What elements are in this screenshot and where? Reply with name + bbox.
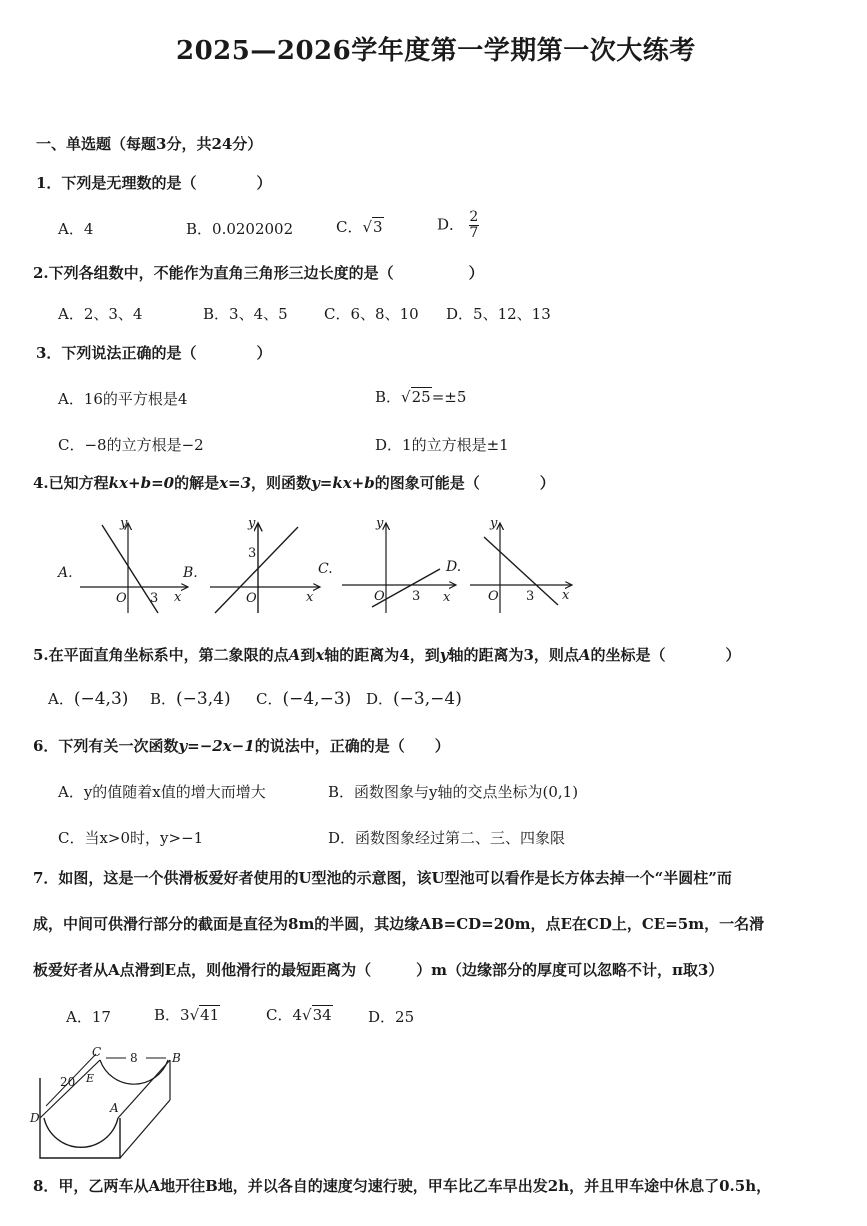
q2-option-d: D．5、12、13 [446, 305, 551, 323]
q5-var-y: y [439, 646, 449, 664]
q3-option-b-label: B． [375, 388, 402, 406]
q5-option-b [150, 688, 231, 709]
q3-option-b-rest: =±5 [431, 388, 467, 406]
fig-length-8: 8 [130, 1051, 138, 1065]
graph-b-x-label: x [306, 590, 314, 605]
q5-stem-part: 轴的距离为3，则点 [448, 646, 579, 664]
q5-stem-part: 轴的距离为4，到 [324, 646, 440, 664]
fig-label-d: D [30, 1111, 40, 1125]
q7-option-b-label: B． [154, 1006, 181, 1024]
graph-a-y-label: y [120, 516, 128, 531]
q6-stem-part: 6．下列有关一次函数 [33, 737, 179, 755]
q2-option-b: B．3、4、5 [203, 305, 288, 323]
exam-title: 2025—2026学年度第一学期第一次大练考 [176, 36, 696, 66]
question-8-stem: 8．甲，乙两车从A地开往B地，并以各自的速度匀速行驶，甲车比乙车早出发2h，并且甲车途中休息了0.5h， [33, 1177, 772, 1195]
question-7-line-2: 成，中间可供滑行部分的截面是直径为8m的半圆，其边缘AB=CD=20m，点E在CD上，CE=5m，一名滑 [33, 915, 765, 933]
q3-option-b-radicand: 25 [411, 388, 431, 406]
graph-option-d [445, 516, 572, 613]
q4-equation-1: kx+b=0 [108, 474, 175, 492]
q4-stem-part: ，则函数 [251, 474, 312, 492]
graph-a-origin: O [116, 591, 127, 606]
q2-option-c: C．6、8、10 [324, 305, 419, 323]
q3-option-d: D．1的立方根是±1 [375, 436, 509, 454]
fig-label-e: E [86, 1072, 95, 1085]
q1-option-a: A．4 [58, 220, 94, 238]
question-7-line-1: 7．如图，这是一个供滑板爱好者使用的U型池的示意图，该U型池可以看作是长方体去掉一个“半圆柱”而 [33, 869, 732, 887]
q6-option-c: C．当x>0时，y>−1 [58, 829, 204, 847]
fig-label-a: A [110, 1101, 119, 1115]
q4-stem-part: 的解是 [174, 474, 220, 492]
q4-equation-2: x=3 [219, 474, 252, 492]
q5-point: A [288, 646, 301, 664]
q6-option-a: A．y的值随着x值的增大而增大 [58, 783, 266, 801]
q4-graphs [0, 505, 867, 620]
q5-point: A [578, 646, 591, 664]
q5-var-x: x [315, 646, 325, 664]
question-6-stem [33, 735, 450, 756]
q5-option-c-value: (−4,−3) [282, 689, 352, 709]
q5-option-a [48, 688, 128, 709]
fig-length-20: 20 [60, 1075, 76, 1089]
graph-d-y-label: y [490, 516, 498, 531]
q5-stem-part: 到 [300, 646, 316, 664]
graph-d-tick: 3 [526, 589, 535, 604]
q2-option-a: A．2、3、4 [58, 305, 143, 323]
q5-option-d-label: D． [366, 690, 394, 708]
q7-u-pool-figure [0, 1040, 200, 1160]
q5-option-a-value: (−4,3) [73, 689, 129, 709]
q5-stem-part: 5.在平面直角坐标系中，第二象限的点 [33, 646, 289, 664]
q1-option-c-label: C． [336, 218, 363, 236]
q7-option-c: C．4√34 [266, 1006, 332, 1024]
q3-option-c: C．−8的立方根是−2 [58, 436, 204, 454]
graph-c-origin: O [374, 589, 385, 604]
q6-stem-part: 的说法中，正确的是（ ） [254, 737, 450, 755]
q5-option-d [366, 688, 462, 709]
fig-label-c: C [92, 1045, 102, 1059]
q7-option-b-radicand: 41 [200, 1006, 220, 1024]
graph-c-tick: 3 [412, 589, 421, 604]
graph-option-c [318, 516, 456, 613]
q1-option-d-fraction [469, 210, 479, 241]
fraction-numerator: 2 [469, 209, 479, 225]
question-5-stem [33, 644, 741, 665]
graph-c-label: C. [318, 561, 333, 577]
q7-option-c-coef: 4 [292, 1006, 303, 1024]
q7-option-c-radicand: 34 [312, 1006, 332, 1024]
graph-d-origin: O [488, 589, 499, 604]
graph-b-origin: O [246, 591, 257, 606]
graph-b-y-label: y [248, 516, 256, 531]
graph-d-label: D. [446, 559, 462, 575]
graph-b-tick: 3 [248, 546, 257, 561]
question-2-stem: 2.下列各组数中，不能作为直角三角形三边长度的是（ ） [33, 264, 484, 282]
q3-option-b: B．√25=±5 [375, 388, 467, 406]
q1-option-b: B．0.0202002 [186, 220, 294, 238]
q5-option-d-value: (−3,−4) [393, 689, 462, 709]
q7-option-c-label: C． [266, 1006, 293, 1024]
q1-option-c: C．√3 [336, 218, 383, 236]
q6-option-b: B．函数图象与y轴的交点坐标为(0,1) [328, 783, 579, 801]
fraction-denominator: 7 [469, 225, 479, 241]
graph-option-b [182, 516, 320, 613]
q7-option-d: D．25 [368, 1008, 415, 1026]
q6-option-d: D．函数图象经过第二、三、四象限 [328, 829, 566, 847]
q5-stem-part: 的坐标是（ ） [590, 646, 741, 664]
q1-option-d [437, 210, 479, 241]
fig-label-b: B [172, 1051, 181, 1065]
graph-b-label: B. [183, 565, 198, 581]
graph-c-y-label: y [376, 516, 384, 531]
section-header: 一、单选题（每题3分，共24分） [36, 135, 263, 153]
question-3-stem: 3．下列说法正确的是（ ） [36, 344, 272, 362]
graph-c-x-label: x [443, 590, 451, 605]
q7-option-b: B．3√41 [154, 1006, 220, 1024]
q5-option-b-label: B． [150, 690, 177, 708]
graph-d-x-label: x [562, 588, 570, 603]
q1-option-d-label: D． [437, 215, 465, 234]
q5-option-c [256, 688, 351, 709]
graph-a-label: A. [58, 565, 73, 581]
question-4-stem [33, 472, 555, 493]
question-1-stem: 1．下列是无理数的是（ ） [36, 174, 272, 192]
q7-option-b-coef: 3 [180, 1006, 190, 1024]
q5-option-c-label: C． [256, 690, 283, 708]
q4-equation-3: y=kx+b [311, 474, 375, 492]
q1-option-c-radicand: 3 [373, 218, 383, 236]
q4-stem-part: 4.已知方程 [33, 474, 109, 492]
q5-option-b-value: (−3,4) [176, 689, 231, 709]
graph-a-tick: 3 [150, 591, 159, 606]
q5-option-a-label: A． [48, 690, 74, 708]
graph-option-a [56, 516, 188, 613]
q3-option-a: A．16的平方根是4 [58, 390, 188, 408]
q6-equation: y=−2x−1 [178, 737, 255, 755]
graph-a-x-label: x [174, 590, 182, 605]
q4-stem-part: 的图象可能是（ ） [374, 474, 555, 492]
question-7-line-3: 板爱好者从A点滑到E点，则他滑行的最短距离为（ ）m（边缘部分的厚度可以忽略不计，π取3） [33, 961, 724, 979]
q7-option-a: A．17 [66, 1008, 111, 1026]
